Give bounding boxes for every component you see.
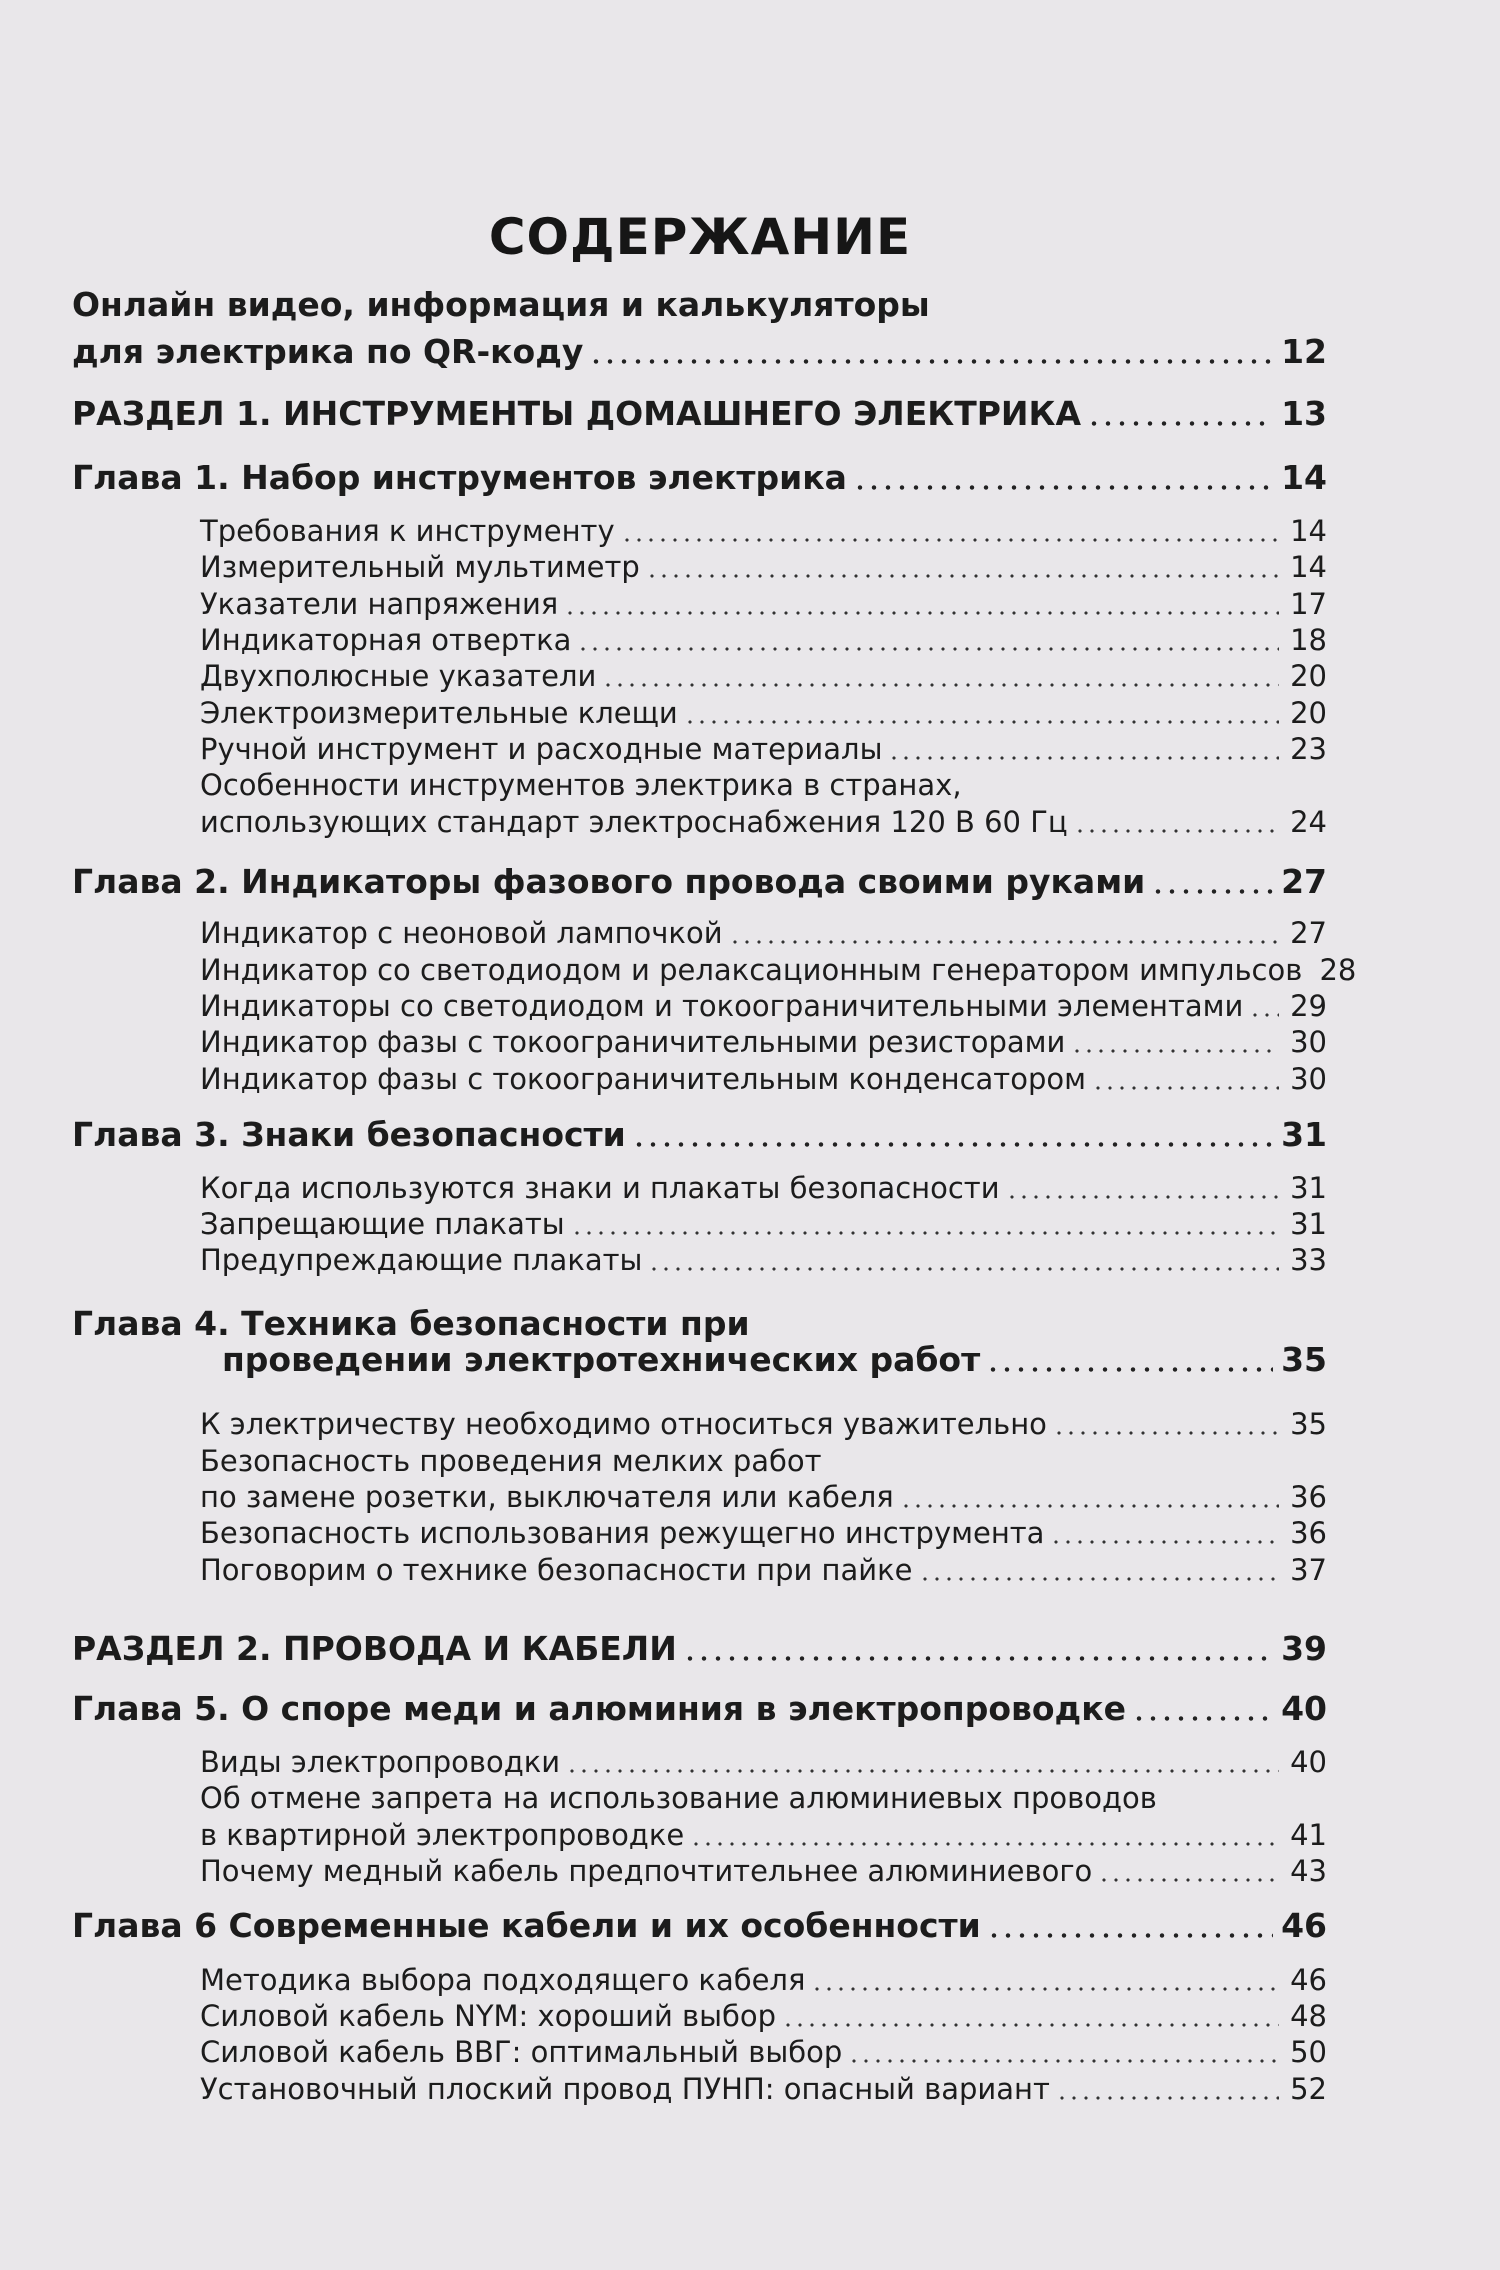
toc-entry-title: Методика выбора подходящего кабеля <box>200 1963 806 1997</box>
toc-page-number: 33 <box>1290 1243 1327 1277</box>
toc-heading <box>72 1117 1327 1153</box>
toc-entry-title: в квартирной электропроводке <box>200 1818 685 1852</box>
toc-heading <box>72 1631 1327 1667</box>
toc-entry <box>200 589 1327 621</box>
toc-heading <box>72 334 1327 370</box>
toc-entry-title: Глава 6 Современные кабели и их особенности <box>72 1906 981 1945</box>
toc-entry <box>200 1209 1327 1241</box>
dot-leader <box>1151 889 1273 894</box>
toc-entry-title: использующих стандарт электроснабжения 120 В 60 Гц <box>200 805 1068 839</box>
toc-page-number: 28 <box>1319 953 1357 987</box>
toc-entry <box>200 1482 1327 1514</box>
toc-page-number: 12 <box>1281 332 1327 371</box>
dot-leader <box>1050 1540 1279 1544</box>
dot-leader <box>853 485 1273 490</box>
toc-entry <box>200 698 1327 730</box>
toc-entry <box>200 1856 1327 1888</box>
toc-entry-title: Предупреждающие плакаты <box>200 1243 643 1277</box>
toc-entry-title: Глава 3. Знаки безопасности <box>72 1115 626 1154</box>
toc-entry <box>200 661 1327 693</box>
toc-entry <box>200 1173 1327 1205</box>
toc-entry-title: К электричеству необходимо относиться уважительно <box>200 1407 1047 1441</box>
page-title: СОДЕРЖАНИЕ <box>488 208 912 266</box>
dot-leader <box>566 1769 1279 1773</box>
toc-page-number: 20 <box>1290 659 1327 693</box>
toc-entry-title: Силовой кабель ВВГ: оптимальный выбор <box>200 2035 843 2069</box>
toc-page-number: 13 <box>1281 394 1327 433</box>
toc-entry <box>200 991 1327 1023</box>
dot-leader <box>589 359 1273 364</box>
toc-entry <box>200 770 1327 802</box>
toc-page-number: 43 <box>1290 1854 1327 1888</box>
toc-entry-title: Онлайн видео, информация и калькуляторы <box>72 285 930 324</box>
toc-entry-title: Об отмене запрета на использование алюминиевых проводов <box>200 1781 1157 1815</box>
toc-entry-title: Измерительный мультиметр <box>200 550 640 584</box>
dot-leader <box>1074 829 1279 833</box>
toc-page-number: 27 <box>1290 916 1327 950</box>
dot-leader <box>986 1367 1273 1372</box>
toc-entry <box>200 1064 1327 1096</box>
toc-heading <box>72 396 1327 432</box>
toc-page-number: 35 <box>1281 1340 1327 1379</box>
dot-leader <box>571 1231 1279 1235</box>
dot-leader <box>1132 1716 1273 1721</box>
toc-page-number: 17 <box>1290 587 1327 621</box>
toc-page-number: 23 <box>1290 732 1327 766</box>
dot-leader <box>602 683 1279 687</box>
toc-page-number: 46 <box>1281 1906 1327 1945</box>
toc-entry <box>200 1747 1327 1779</box>
dot-leader <box>1092 1086 1279 1090</box>
toc-page-number: 52 <box>1290 2072 1327 2106</box>
toc-page-number: 14 <box>1290 514 1327 548</box>
toc-entry-title: Указатели напряжения <box>200 587 559 621</box>
toc-entry <box>200 625 1327 657</box>
toc-entry-title: Запрещающие плакаты <box>200 1207 565 1241</box>
toc-entry-title: Силовой кабель NYM: хороший выбор <box>200 1999 777 2033</box>
toc-page-number: 18 <box>1290 623 1327 657</box>
toc-page-number: 36 <box>1290 1480 1327 1514</box>
toc-entry-title: Глава 2. Индикаторы фазового провода своими руками <box>72 862 1146 901</box>
toc-entry <box>200 1245 1327 1277</box>
toc-entry-title: Безопасность использования режущегно инструмента <box>200 1516 1045 1550</box>
dot-leader <box>900 1504 1279 1508</box>
dot-leader <box>1087 421 1273 426</box>
dot-leader <box>646 574 1279 578</box>
toc-entry-title: Глава 5. О споре меди и алюминия в электропроводке <box>72 1689 1126 1728</box>
toc-entry-title: Глава 4. Техника безопасности при <box>72 1304 750 1343</box>
dot-leader <box>729 940 1279 944</box>
toc-entry-title: Двухполюсные указатели <box>200 659 597 693</box>
toc-entry-title: для электрика по QR-коду <box>72 332 584 371</box>
toc-page-number: 37 <box>1290 1553 1327 1587</box>
toc-page-number: 50 <box>1290 2035 1327 2069</box>
toc-entry <box>200 2074 1327 2106</box>
toc-entry <box>200 953 1357 987</box>
toc-entry-title: Индикатор фазы с токоограничительными резисторами <box>200 1025 1066 1059</box>
dot-leader <box>1053 1431 1279 1435</box>
toc-page-number: 31 <box>1290 1207 1327 1241</box>
dot-leader <box>621 538 1279 542</box>
toc-entry-title: по замене розетки, выключателя или кабеля <box>200 1480 894 1514</box>
toc-entry <box>200 1409 1327 1441</box>
toc-entry-title: РАЗДЕЛ 2. ПРОВОДА И КАБЕЛИ <box>72 1629 677 1668</box>
dot-leader <box>888 756 1279 760</box>
toc-entry-title: Почему медный кабель предпочтительнее алюминиевого <box>200 1854 1093 1888</box>
toc-entry <box>200 1820 1327 1852</box>
toc-page-number: 39 <box>1281 1629 1327 1668</box>
dot-leader <box>848 2059 1279 2063</box>
toc-entry-title: Электроизмерительные клещи <box>200 696 678 730</box>
toc-page-number: 30 <box>1290 1062 1327 1096</box>
dot-leader <box>690 1842 1279 1846</box>
toc-page-number: 31 <box>1290 1171 1327 1205</box>
dot-leader <box>1249 1013 1279 1017</box>
toc-entry-title: проведении электротехнических работ <box>222 1340 981 1379</box>
toc-entry <box>200 807 1327 839</box>
toc-page-number: 40 <box>1281 1689 1327 1728</box>
dot-leader <box>987 1933 1273 1938</box>
toc-entry-title: Индикатор фазы с токоограничительным конденсатором <box>200 1062 1086 1096</box>
toc-heading <box>72 864 1327 900</box>
dot-leader <box>1056 2096 1279 2100</box>
toc-entry-title: Ручной инструмент и расходные материалы <box>200 732 883 766</box>
toc-page-number: 41 <box>1290 1818 1327 1852</box>
dot-leader <box>1006 1195 1279 1199</box>
toc-entry-title: Поговорим о технике безопасности при пайке <box>200 1553 913 1587</box>
toc-entry <box>200 516 1327 548</box>
toc-entry <box>200 1965 1327 1997</box>
toc-page-number: 36 <box>1290 1516 1327 1550</box>
toc-entry-title: Когда используются знаки и плакаты безопасности <box>200 1171 1000 1205</box>
toc-page-number: 48 <box>1290 1999 1327 2033</box>
dot-leader <box>684 720 1279 724</box>
toc-entry <box>200 918 1327 950</box>
toc-entry <box>200 1518 1327 1550</box>
toc-entry <box>200 1027 1327 1059</box>
toc-page-number: 29 <box>1290 989 1327 1023</box>
toc-entry-title: Индикаторы со светодиодом и токоограничительными элементами <box>200 989 1244 1023</box>
toc-entry-title: Индикатор с неоновой лампочкой <box>200 916 723 950</box>
toc-page-number: 40 <box>1290 1745 1327 1779</box>
toc-page-number: 24 <box>1290 805 1327 839</box>
dot-leader <box>811 1987 1279 1991</box>
toc-entry <box>200 552 1327 584</box>
toc-entry-title: Глава 1. Набор инструментов электрика <box>72 458 847 497</box>
toc-entry <box>200 1783 1327 1815</box>
toc-entry-title: Требования к инструменту <box>200 514 615 548</box>
toc-heading <box>72 1691 1327 1727</box>
toc-page-number: 31 <box>1281 1115 1327 1154</box>
toc-page-number: 46 <box>1290 1963 1327 1997</box>
toc-entry-title: Установочный плоский провод ПУНП: опасный вариант <box>200 2072 1050 2106</box>
toc-entry-title: Индикаторная отвертка <box>200 623 572 657</box>
dot-leader <box>564 611 1279 615</box>
dot-leader <box>919 1577 1280 1581</box>
toc-page-number: 30 <box>1290 1025 1327 1059</box>
toc-heading <box>222 1342 1327 1378</box>
toc-page-number: 27 <box>1281 862 1327 901</box>
dot-leader <box>1098 1878 1279 1882</box>
toc-heading <box>72 1908 1327 1944</box>
toc-entry-title: Безопасность проведения мелких работ <box>200 1444 822 1478</box>
dot-leader <box>632 1142 1273 1147</box>
toc-entry-title: Индикатор со светодиодом и релаксационным генератором импульсов <box>200 953 1303 987</box>
toc-entry-title: Виды электропроводки <box>200 1745 561 1779</box>
toc-entry-title: Особенности инструментов электрика в странах, <box>200 768 962 802</box>
toc-heading <box>72 460 1327 496</box>
toc-entry <box>200 2001 1327 2033</box>
dot-leader <box>683 1656 1273 1661</box>
toc-entry <box>200 734 1327 766</box>
toc-page-number: 35 <box>1290 1407 1327 1441</box>
toc-entry <box>200 1555 1327 1587</box>
toc-page-number: 14 <box>1281 458 1327 497</box>
dot-leader <box>577 647 1279 651</box>
toc-entry-title: РАЗДЕЛ 1. ИНСТРУМЕНТЫ ДОМАШНЕГО ЭЛЕКТРИКА <box>72 394 1082 433</box>
toc-page-number: 20 <box>1290 696 1327 730</box>
toc-page-number: 14 <box>1290 550 1327 584</box>
toc-entry <box>200 2037 1327 2069</box>
toc-heading <box>72 287 1327 323</box>
toc-entry <box>200 1446 1327 1478</box>
dot-leader <box>648 1267 1279 1271</box>
dot-leader <box>782 2023 1279 2027</box>
dot-leader <box>1071 1049 1279 1053</box>
toc-heading <box>72 1306 1327 1342</box>
